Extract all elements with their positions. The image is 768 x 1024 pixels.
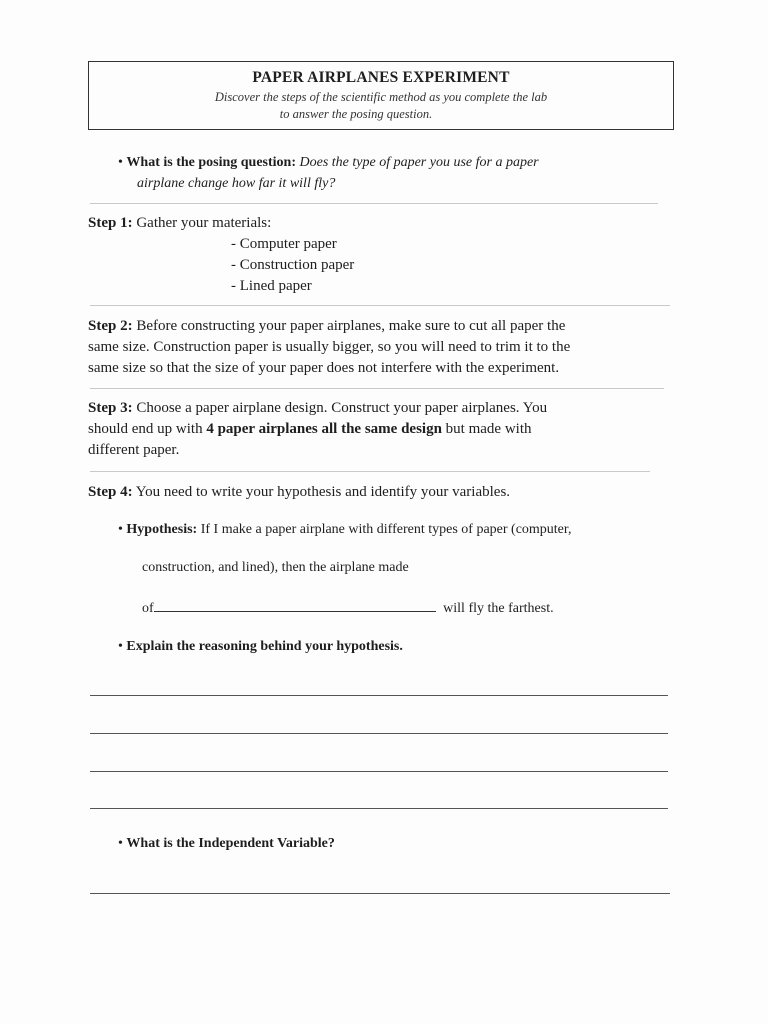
hypothesis-line-3 <box>142 597 554 617</box>
posing-question <box>118 152 678 194</box>
hypothesis-line-3-post: will fly the farthest. <box>443 601 554 616</box>
bullet: • <box>118 639 123 654</box>
step-1 <box>88 213 271 234</box>
step-3-line-2b: but made with <box>441 421 532 437</box>
posing-question-text-2: airplane change how far it will fly? <box>137 176 336 191</box>
material-item: - Lined paper <box>231 278 312 294</box>
subtitle-line-2: to answer the posing question. <box>279 107 433 121</box>
independent-variable-prompt <box>118 836 335 852</box>
bullet: • <box>118 155 123 170</box>
bullet: • <box>118 836 123 851</box>
worksheet-title: PAPER AIRPLANES EXPERIMENT <box>252 69 510 86</box>
step-3-line-3: different paper. <box>88 442 180 458</box>
independent-variable-label: What is the Independent Variable? <box>126 836 335 851</box>
step-2 <box>88 316 678 379</box>
hypothesis-line-1: If I make a paper airplane with different types of paper (computer, <box>200 522 572 537</box>
step-4 <box>88 482 510 503</box>
subtitle-line-1: Discover the steps of the scientific method as you complete the lab <box>214 90 548 104</box>
answer-line[interactable] <box>90 695 668 696</box>
step-2-line-3: same size so that the size of your paper does not interfere with the experiment. <box>88 360 560 376</box>
step-2-line-2: same size. Construction paper is usually bigger, so you will need to trim it to the <box>88 339 571 355</box>
answer-line[interactable] <box>90 771 668 772</box>
hypothesis <box>118 522 678 538</box>
reasoning-label: Explain the reasoning behind your hypothesis. <box>126 639 403 654</box>
hypothesis-line-3-pre: of <box>142 601 154 616</box>
material-item: - Construction paper <box>231 257 355 273</box>
bullet: • <box>118 522 123 537</box>
answer-line[interactable] <box>90 808 668 809</box>
step-2-line-1: Before constructing your paper airplanes, make sure to cut all paper the <box>136 318 566 334</box>
hypothesis-label: Hypothesis: <box>126 522 198 537</box>
hypothesis-blank-field[interactable] <box>154 597 436 612</box>
answer-line[interactable] <box>90 733 668 734</box>
divider <box>90 471 650 472</box>
step-3-line-1: Choose a paper airplane design. Construct your paper airplanes. You <box>136 400 548 416</box>
worksheet-subtitle <box>89 89 673 123</box>
step-1-text: Gather your materials: <box>136 215 272 231</box>
hypothesis-line-2: construction, and lined), then the airplane made <box>142 560 409 575</box>
step-2-label: Step 2: <box>88 318 133 334</box>
posing-question-text-1: Does the type of paper you use for a paper <box>299 155 539 170</box>
divider <box>90 305 670 306</box>
posing-question-label: What is the posing question: <box>126 155 296 170</box>
divider <box>90 203 658 204</box>
step-3-emphasis: 4 paper airplanes all the same design <box>206 421 442 437</box>
step-4-text: You need to write your hypothesis and identify your variables. <box>135 484 511 500</box>
step-3 <box>88 398 678 461</box>
step-4-label: Step 4: <box>88 484 133 500</box>
step-3-label: Step 3: <box>88 400 133 416</box>
reasoning-prompt <box>118 639 403 655</box>
step-1-label: Step 1: <box>88 215 133 231</box>
answer-line[interactable] <box>90 893 670 894</box>
material-item: - Computer paper <box>231 236 337 252</box>
materials-list <box>231 234 354 297</box>
step-3-line-2a: should end up with <box>88 421 207 437</box>
title-box <box>88 61 674 130</box>
divider <box>90 388 664 389</box>
